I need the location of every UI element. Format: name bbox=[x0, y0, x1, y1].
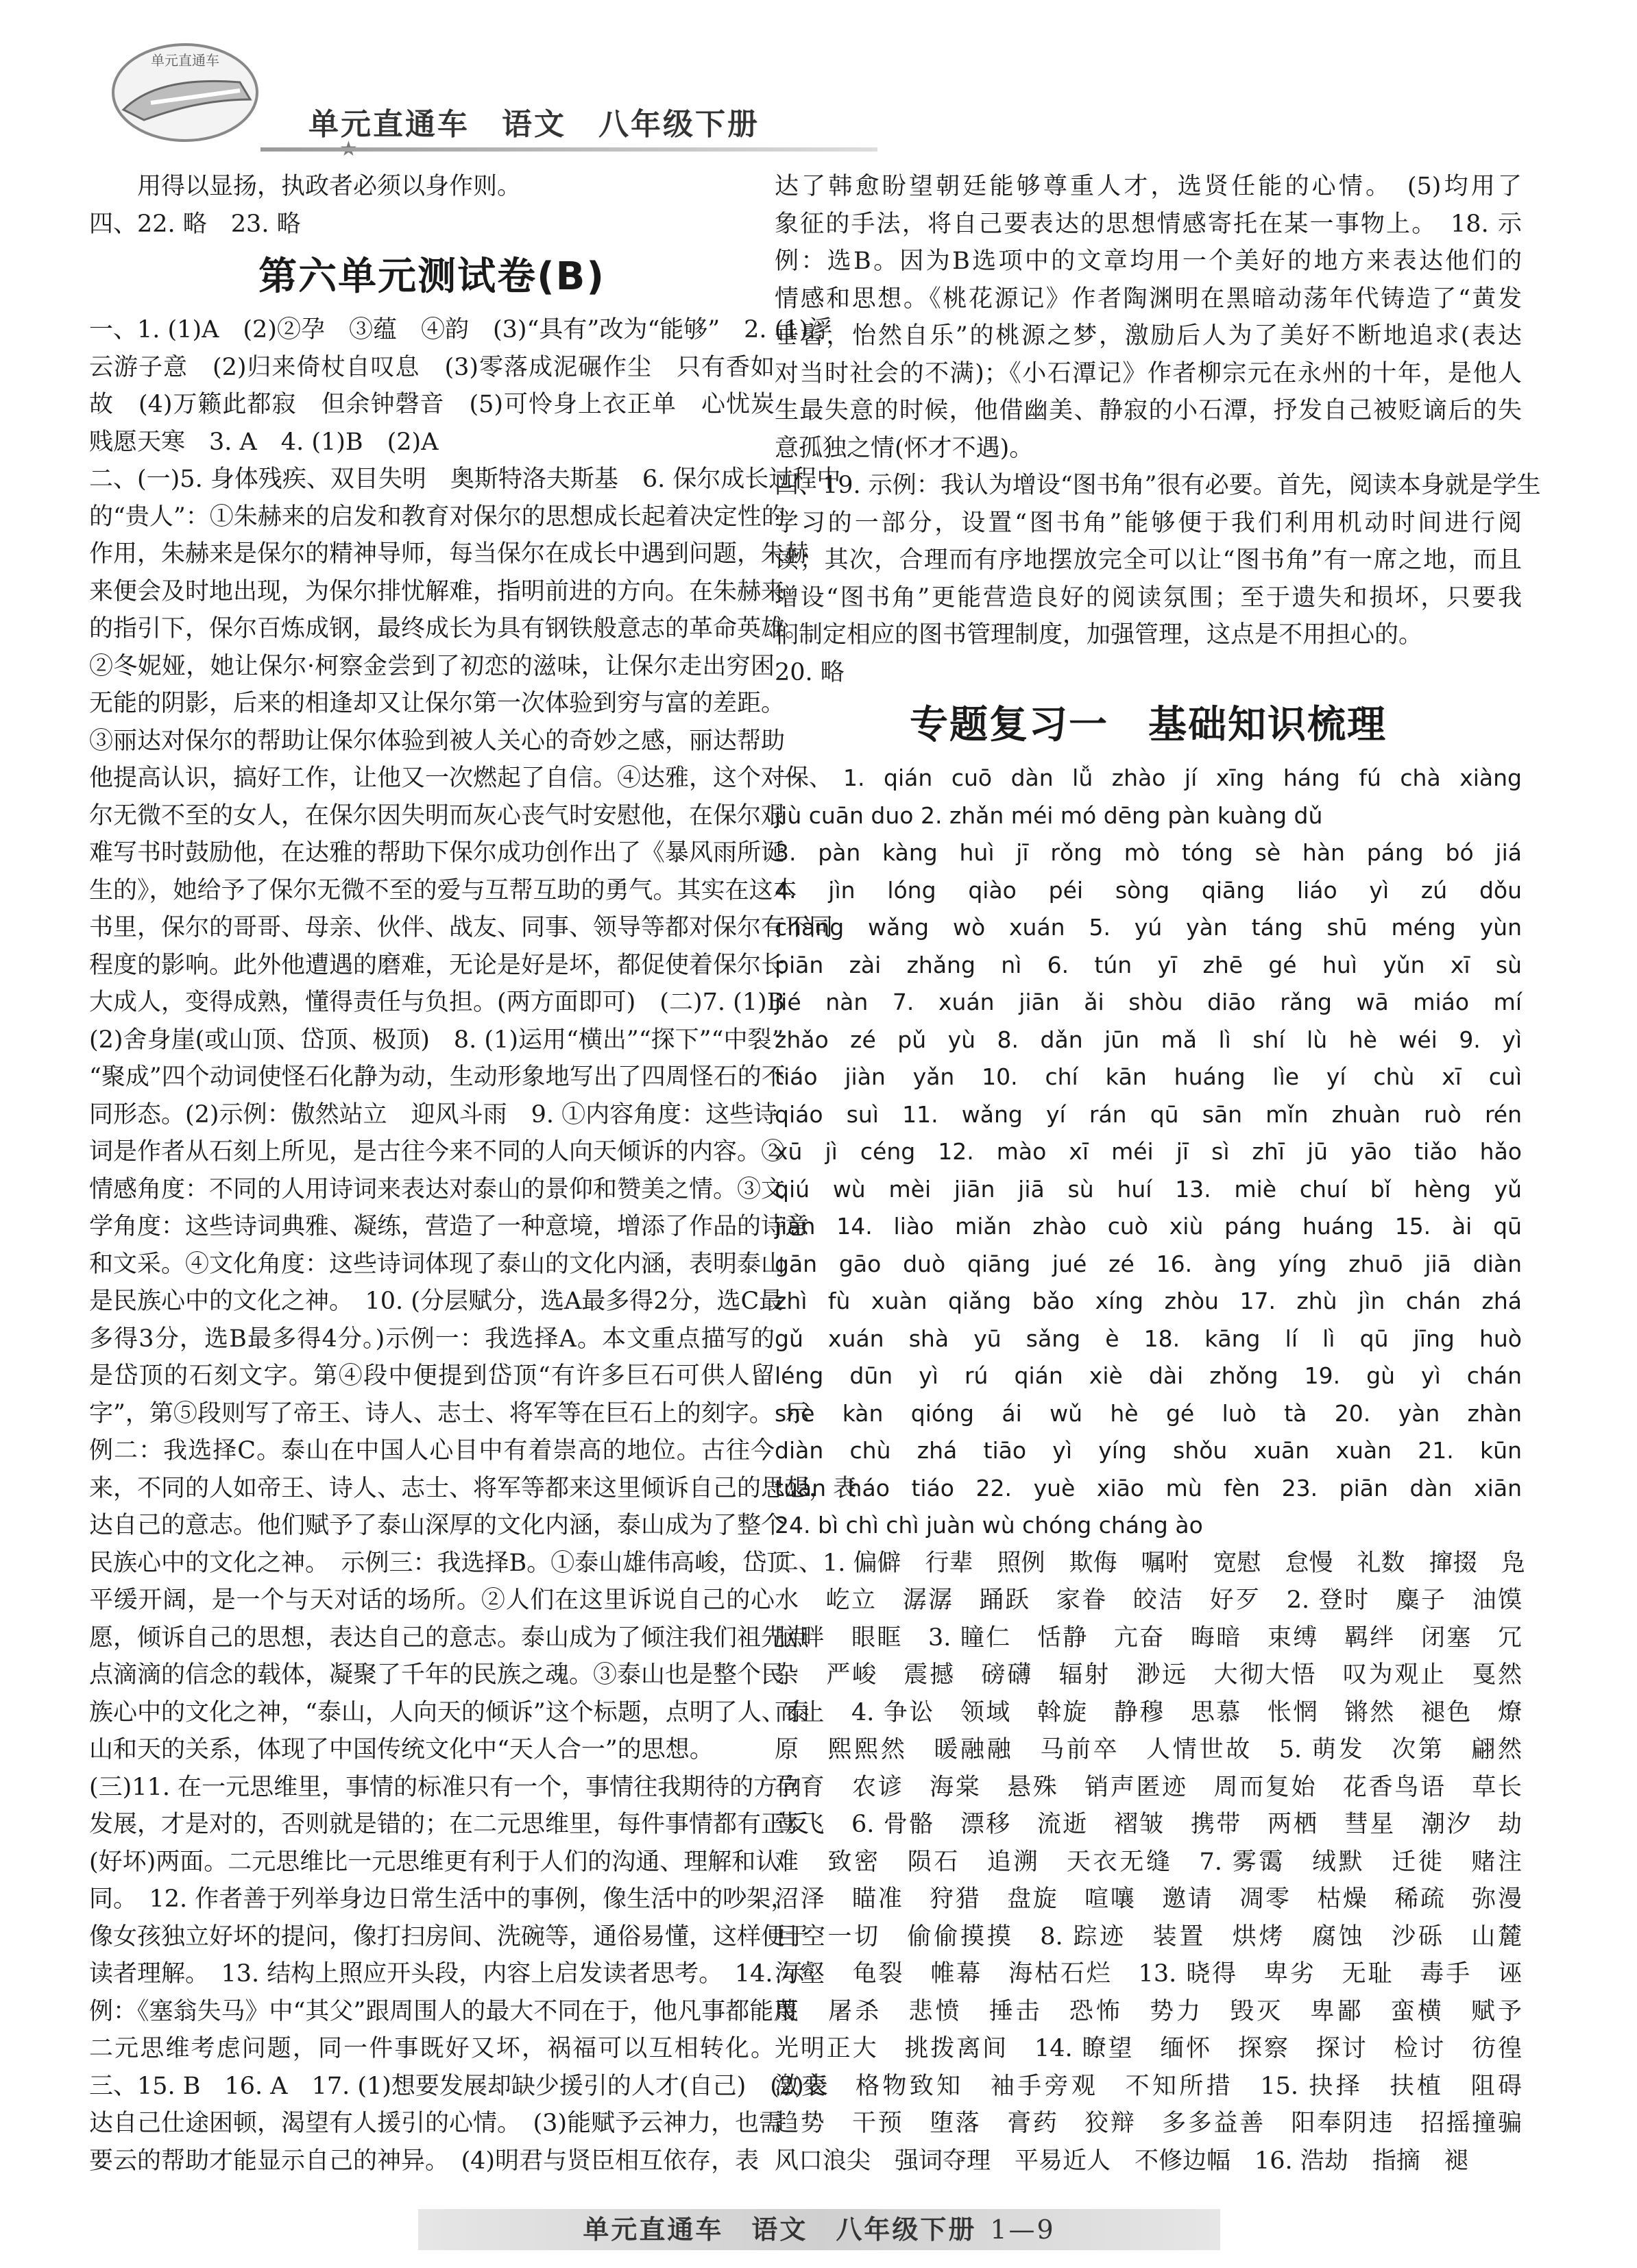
text-line: 孕育 农谚 海棠 悬殊 销声匿迹 周而复始 花香鸟语 草长 bbox=[775, 1773, 1522, 1801]
text-line: 风口浪尖 强词夺理 平易近人 不修边幅 16. 浩劫 指摘 褪 bbox=[775, 2147, 1468, 2175]
text-line: 尔无微不至的女人，在保尔因失明而灰心丧气时安慰他，在保尔艰 bbox=[89, 801, 786, 830]
text-line: 二元思维考虑问题，同一件事既好又坏，祸福可以互相转化。 bbox=[89, 2035, 775, 2062]
section-title-review-1: 专题复习一 基础知识梳理 bbox=[910, 703, 1387, 747]
text-line: 垂髫，怡然自乐”的桃源之梦，激励后人为了美好不断地追求(表达 bbox=[775, 322, 1522, 350]
text-line: 水 屹立 潺潺 踊跃 家眷 皎洁 好歹 2. 登时 麋子 油馍 bbox=[775, 1587, 1522, 1614]
text-line: shè kàn qióng ái wǔ hè gé luò tà 20. yàn zhàn bbox=[775, 1399, 1522, 1427]
text-line: 民族心中的文化之神。 示例三：我选择B。①泰山雄伟高峻，岱顶 bbox=[89, 1549, 791, 1577]
text-line: jiù cuān duo 2. zhǎn méi mó dēng pàn kuàng dǔ bbox=[775, 801, 1323, 829]
text-line: 四、22. 略 23. 略 bbox=[89, 210, 301, 238]
text-line: 词是作者从石刻上所见，是古往今来不同的人向天倾诉的内容。② bbox=[89, 1138, 786, 1166]
text-line: 故 (4)万籁此都寂 但余钟磬音 (5)可怜身上衣正单 心忧炭 bbox=[89, 391, 775, 418]
right-answer-text-top bbox=[775, 168, 1541, 691]
text-line: 24. bì chì chì juàn wù chóng cháng ào bbox=[775, 1512, 1203, 1539]
text-line: tiáo jiàn yǎn 10. chí kān huáng lìe yí chù xī cuì bbox=[775, 1063, 1522, 1090]
text-line: 学习的一部分，设置“图书角”能够便于我们利用机动时间进行阅 bbox=[775, 509, 1522, 537]
text-line: 愿，倾诉自己的思想，表达自己的意志。泰山成为了倾注我们祖先点 bbox=[89, 1624, 810, 1652]
text-line: qiáo suì 11. wǎng yí rán qū sān mǐn zhuàn ruò rén bbox=[775, 1100, 1522, 1128]
text-line: 光明正大 挑拨离间 14. 瞭望 缅怀 探察 探讨 检讨 彷徨 bbox=[775, 2035, 1522, 2062]
text-line: (2)舍身崖(或山顶、岱顶、极顶) 8. (1)运用“横出”“探下”“中裂” bbox=[89, 1026, 784, 1054]
text-line: 云游子意 (2)归来倚杖自叹息 (3)零落成泥碾作尘 只有香如 bbox=[89, 353, 775, 381]
text-line: 山和天的关系，体现了中国传统文化中“天人合一”的思想。 bbox=[89, 1736, 714, 1763]
text-line: zhǎo zé pǔ yù 8. dǎn jūn mǎ lì shí lù hè wéi 9. yì bbox=[775, 1026, 1522, 1053]
text-line: 目空一切 偷偷摸摸 8. 踪迹 装置 烘烤 腐蚀 沙砾 山麓 bbox=[775, 1922, 1522, 1951]
text-line: 无能的阴影，后来的相逢却又让保尔第一次体验到穷与富的差距。 bbox=[89, 690, 786, 717]
text-line: 杂 严峻 震撼 磅礴 辐射 渺远 大彻大悟 叹为观止 戛然 bbox=[775, 1661, 1522, 1689]
svg-text:单元直通车: 单元直通车 bbox=[151, 52, 219, 69]
text-line: 蔑 屠杀 悲愤 捶击 恐怖 势力 毁灭 卑鄙 蛮横 赋予 bbox=[775, 1997, 1522, 2025]
text-line: 对当时社会的不满)；《小石潭记》作者柳宗元在永州的十年，是他人 bbox=[775, 359, 1522, 387]
text-line: 来便会及时地出现，为保尔排忧解难，指明前进的方向。在朱赫来 bbox=[89, 577, 786, 605]
text-line: 族心中的文化之神，“泰山，人向天的倾诉”这个标题，点明了人、泰 bbox=[89, 1698, 810, 1726]
text-line: ②冬妮娅，她让保尔·柯察金尝到了初恋的滋味，让保尔走出穷困 bbox=[89, 652, 775, 680]
text-line: gān gāo duò qiāng jué zé 16. àng yíng zhuō jiā diàn bbox=[775, 1250, 1522, 1277]
text-line: 用得以显扬，执政者必须以身作则。 bbox=[137, 173, 522, 200]
text-line: qiú wù mèi jiān jiā sù huí 13. miè chuí bǐ hèng yǔ bbox=[775, 1175, 1522, 1203]
pinyin-answers bbox=[775, 760, 1522, 1545]
text-line: xū jì céng 12. mào xī méi jī sì zhī jū yāo tiǎo hǎo bbox=[775, 1138, 1522, 1165]
text-line: 沼泽 瞄准 狩猎 盘旋 喧嚷 邀请 凋零 枯燥 稀疏 弥漫 bbox=[775, 1885, 1522, 1913]
text-line: 大成人，变得成熟，懂得责任与负担。(两方面即可) (二)7. (1)B bbox=[89, 989, 785, 1016]
text-line: 的指引下，保尔百炼成钢，最终成长为具有钢铁般意志的革命英雄。 bbox=[89, 615, 810, 642]
text-line: 来，不同的人如帝王、诗人、志士、将军等都来这里倾诉自己的思想，表 bbox=[89, 1474, 858, 1502]
text-line: 生的》，她给予了保尔无微不至的爱与互帮互助的勇气。其实在这本 bbox=[89, 876, 797, 904]
text-line: gǔ xuán shà yū sǎng è 18. kāng lí lì qū jīng huò bbox=[775, 1325, 1522, 1352]
text-line: zhì fù xuàn qiǎng bǎo xíng zhòu 17. zhù jìn chán zhá bbox=[775, 1288, 1522, 1314]
text-line: 三、15. B 16. A 17. (1)想要发展却缺少援引的人才(自己) (2)表 bbox=[89, 2072, 828, 2100]
text-line: (三)11. 在一元思维里，事情的标准只有一个，事情往我期待的方向 bbox=[89, 1773, 802, 1801]
train-logo-icon bbox=[103, 34, 274, 151]
text-line: 和文采。④文化角度：这些诗词体现了泰山的文化内涵，表明泰山 bbox=[89, 1250, 786, 1278]
text-line: 4. jìn lóng qiào péi sòng qiāng liáo yì zú dǒu bbox=[775, 876, 1522, 904]
text-line: 达自己仕途困顿，渴望有人援引的心情。 (3)能赋予云神力，也需 bbox=[89, 2110, 784, 2137]
header-title: 单元直通车 语文 八年级下册 bbox=[308, 107, 760, 142]
text-line: 他提高认识，搞好工作，让他又一次燃起了自信。④达雅，这个对保 bbox=[89, 764, 810, 792]
text-line: 点滴滴的信念的载体，凝聚了千年的民族之魂。③泰山也是整个民 bbox=[89, 1661, 786, 1689]
text-line: 同形态。(2)示例：傲然站立 迎风斗雨 9. ①内容角度：这些诗 bbox=[89, 1100, 778, 1129]
right-column bbox=[775, 168, 1541, 2180]
page-header bbox=[103, 27, 1542, 165]
section-title-unit6-b: 第六单元测试卷(B) bbox=[258, 254, 605, 299]
text-line: 程度的影响。此外他遭遇的磨难，无论是好是坏，都促使着保尔长 bbox=[89, 951, 786, 979]
page-footer bbox=[418, 2209, 1220, 2250]
text-line: 读者理解。 13. 结构上照应开头段，内容上启发读者思考。 14. 示 bbox=[89, 1960, 805, 1988]
text-line: léng dūn yì rú qián xiè dài zhǒng 19. gù yì chán bbox=[775, 1362, 1522, 1389]
page-number: 1—9 bbox=[990, 2215, 1056, 2245]
text-line: 3. pàn kàng huì jī rǒng mò tóng sè hàn páng bó jiá bbox=[775, 839, 1522, 866]
text-line: “聚成”四个动词使怪石化静为动，生动形象地写出了四周怪石的不 bbox=[89, 1063, 786, 1091]
text-line: 脑畔 眼眶 3. 瞳仁 恬静 亢奋 晦暗 束缚 羁绊 闭塞 冗 bbox=[775, 1624, 1522, 1652]
text-line: 像女孩独立好坏的提问，像打扫房间、洗碗等，通俗易懂，这样便于 bbox=[89, 1922, 810, 1951]
text-line: piān zài zhǎng nì 6. tún yī zhē gé huì yǔn xī sù bbox=[775, 951, 1522, 978]
text-line: chàng wǎng wò xuán 5. yú yàn táng shū méng yùn bbox=[775, 914, 1522, 941]
text-line: 贱愿天寒 3. A 4. (1)B (2)A bbox=[89, 428, 439, 456]
text-line: 激变 格物致知 袖手旁观 不知所措 15. 抉择 扶植 阻碍 bbox=[775, 2072, 1522, 2100]
text-line: tuán háo tiáo 22. yuè xiāo mù fèn 23. piān dàn xiān bbox=[775, 1474, 1522, 1501]
text-line: 平缓开阔，是一个与天对话的场所。②人们在这里诉说自己的心 bbox=[89, 1587, 775, 1614]
text-line: 书里，保尔的哥哥、母亲、伙伴、战友、同事、领导等都对保尔有不同 bbox=[89, 914, 834, 941]
text-line: 是民族心中的文化之神。 10. (分层赋分，选A最多得2分，选C最 bbox=[89, 1288, 784, 1315]
text-line: 二、1. 偏僻 行辈 照例 欺侮 嘱咐 宽慰 怠慢 礼数 撺掇 凫 bbox=[775, 1549, 1525, 1577]
text-line: 一、1. (1)A (2)②孕 ③蕴 ④韵 (3)“具有”改为“能够” 2. (1)浮 bbox=[89, 316, 833, 343]
text-line: 例：选B。因为B选项中的文章均用一个美好的地方来表达他们的 bbox=[775, 248, 1522, 275]
text-line: 生最失意的时候，他借幽美、静寂的小石潭，抒发自己被贬谪后的失 bbox=[775, 397, 1522, 424]
text-line: 增设“图书角”更能营造良好的阅读氛围；至于遗失和损坏，只要我 bbox=[775, 583, 1522, 612]
text-line: 多得3分，选B最多得4分。)示例一：我选择A。本文重点描写的 bbox=[89, 1325, 775, 1353]
text-line: ③丽达对保尔的帮助让保尔体验到被人关心的奇妙之感，丽达帮助 bbox=[89, 727, 786, 755]
header-divider bbox=[260, 147, 877, 152]
text-line: 意孤独之情(怀才不遇)。 bbox=[775, 434, 1034, 462]
text-line: 原 熙熙然 暖融融 马前卒 人情世故 5. 萌发 次第 翩然 bbox=[775, 1736, 1522, 1763]
text-line: 学角度：这些诗词典雅、凝练，营造了一种意境，增添了作品的诗意 bbox=[89, 1213, 810, 1240]
text-line: 难写书时鼓励他，在达雅的帮助下保尔成功创作出了《暴风雨所诞 bbox=[89, 839, 786, 867]
text-line: 发展，才是对的，否则就是错的；在二元思维里，每件事情都有正反 bbox=[89, 1811, 810, 1838]
text-line: (好坏)两面。二元思维比一元思维更有利于人们的沟通、理解和认 bbox=[89, 1848, 780, 1876]
text-line: 作用，朱赫来是保尔的精神导师，每当保尔在成长中遇到问题，朱赫 bbox=[89, 540, 810, 568]
text-line: 二、(一)5. 身体残疾、双目失明 奥斯特洛夫斯基 6. 保尔成长过程中 bbox=[89, 466, 841, 493]
text-line: 情感角度：不同的人用诗词来表达对泰山的景仰和赞美之情。③文 bbox=[89, 1175, 786, 1203]
text-line: 一、1. qián cuō dàn lǚ zhào jí xīng háng fú chà xiàng bbox=[775, 764, 1522, 791]
text-line: 20. 略 bbox=[775, 658, 845, 686]
text-line: jié nàn 7. xuán jiān ǎi shòu diāo rǎng wā miáo mí bbox=[775, 989, 1522, 1015]
text-line: 同。 12. 作者善于列举身边日常生活中的事例，像生活中的吵架， bbox=[89, 1885, 795, 1913]
text-line: 象征的手法，将自己要表达的思想情感寄托在某一事物上。 18. 示 bbox=[775, 210, 1522, 238]
text-line: 要云的帮助才能显示自己的神异。 (4)明君与贤臣相互依存，表 bbox=[89, 2147, 760, 2175]
text-line: 情感和思想。《桃花源记》作者陶渊明在黑暗动荡年代铸造了“黄发 bbox=[775, 285, 1522, 313]
text-line: 是岱顶的石刻文字。第④段中便提到岱顶“有许多巨石可供人留 bbox=[89, 1362, 775, 1390]
text-line: 达自己的意志。他们赋予了泰山深厚的文化内涵，泰山成为了整个 bbox=[89, 1512, 786, 1539]
text-line: 们制定相应的图书管理制度，加强管理，这点是不用担心的。 bbox=[775, 621, 1423, 649]
text-line: 趋势 干预 堕落 膏药 狡辩 多多益善 阳奉阴违 招摇撞骗 bbox=[775, 2110, 1522, 2137]
text-line: 四、19. 示例：我认为增设“图书角”很有必要。首先，阅读本身就是学生 bbox=[775, 472, 1541, 499]
text-line: 难 致密 陨石 追溯 天衣无缝 7. 雾霭 绒默 迁徙 赌注 bbox=[775, 1848, 1522, 1876]
text-line: 字”，第⑤段则写了帝王、诗人、志士、将军等在巨石上的刻字。 示 bbox=[89, 1399, 810, 1427]
footer-title: 单元直通车 语文 八年级下册 bbox=[583, 2215, 977, 2245]
text-line: 莺飞 6. 骨骼 漂移 流逝 褶皱 携带 两栖 彗星 潮汐 劫 bbox=[775, 1811, 1522, 1838]
text-line: diàn chù zhá tiāo yì yíng shǒu xuān xuàn 21. kūn bbox=[775, 1437, 1522, 1464]
word-answers bbox=[775, 1545, 1525, 2180]
text-line: 例：《塞翁失马》中“其父”跟周围人的最大不同在于，他凡事都能用 bbox=[89, 1997, 798, 2025]
text-line: 例二：我选择C。泰山在中国人心目中有着崇高的地位。古往今 bbox=[89, 1437, 775, 1464]
text-line: jiàn 14. liào miǎn zhào cuò xiù páng huáng 15. ài qū bbox=[775, 1213, 1522, 1240]
text-line: 沟壑 龟裂 帷幕 海枯石烂 13. 晓得 卑劣 无耻 毒手 诬 bbox=[775, 1960, 1522, 1988]
text-line: 而止 4. 争讼 领域 斡旋 静穆 思慕 怅惘 锵然 褪色 燎 bbox=[775, 1698, 1522, 1726]
text-line: 读；其次，合理而有序地摆放完全可以让“图书角”有一席之地，而且 bbox=[775, 546, 1522, 574]
text-line: 达了韩愈盼望朝廷能够尊重人才，选贤任能的心情。 (5)均用了 bbox=[775, 173, 1522, 200]
text-line: 的“贵人”：①朱赫来的启发和教育对保尔的思想成长起着决定性的 bbox=[89, 503, 786, 531]
